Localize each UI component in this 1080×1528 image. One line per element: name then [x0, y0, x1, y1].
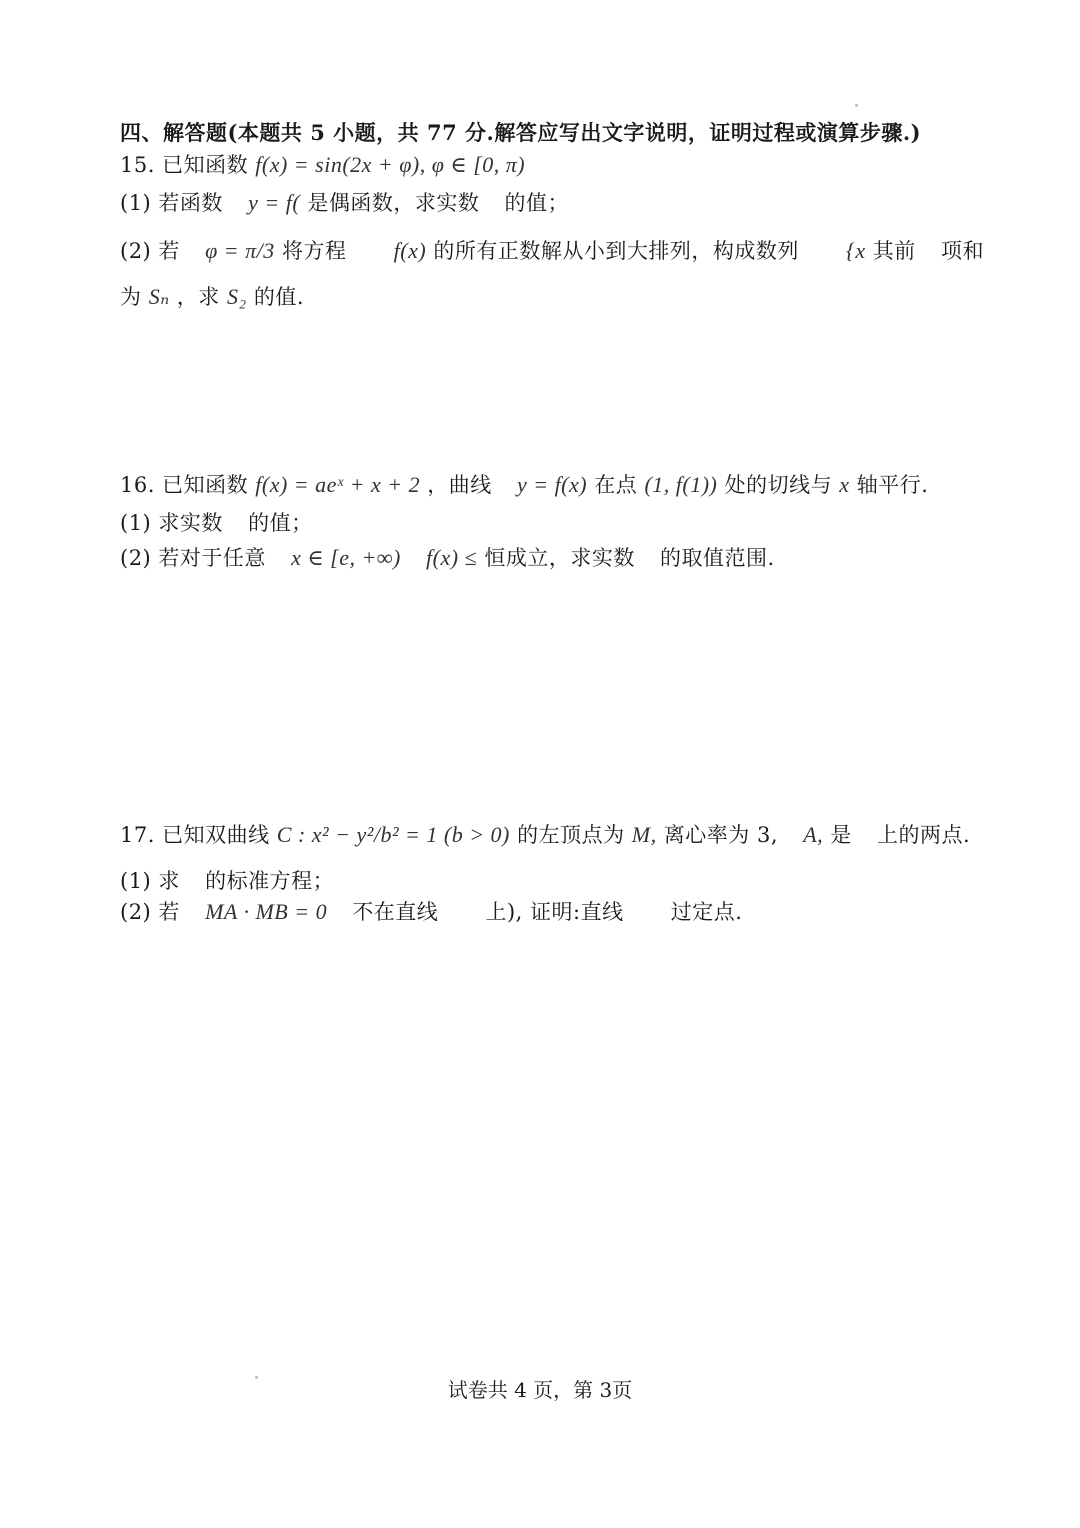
scan-speck — [255, 1376, 258, 1379]
q15-stem-math: f(x) = sin(2x + φ), φ ∈ [0, π) — [255, 152, 526, 177]
q17-p1-prefix: (1) 求 — [120, 869, 180, 893]
q16-stem-math4: x — [839, 472, 850, 497]
q15-p1-end: 的值； — [504, 191, 570, 215]
q15-p2-math3: {x — [846, 238, 866, 263]
q16-stem-math3: (1, f(1)) — [644, 472, 718, 497]
scan-speck — [855, 104, 858, 107]
q16-stem-text: 在点 — [594, 473, 638, 497]
q17-p2-text3: 证明:直线 — [530, 900, 624, 924]
q17-p2-math: MA · MB = 0 — [205, 899, 328, 924]
q15-p2-line2-mid: ，求 — [176, 285, 220, 309]
q17-stem-text: 的左顶点为 — [517, 823, 625, 847]
q17-stem-math3: A, — [803, 822, 824, 847]
q15-stem — [120, 150, 525, 180]
q16-part1 — [120, 508, 313, 538]
q15-p2-line2-prefix: 为 — [120, 285, 142, 309]
q16-stem-text2: 处的切线与 — [724, 473, 833, 497]
q17-stem-text3: 是 — [830, 823, 852, 847]
q16-p2-prefix: (2) 若对于任意 — [120, 546, 266, 570]
q15-part1 — [120, 188, 569, 218]
q16-stem-end: 轴平行. — [856, 473, 929, 497]
q17-p2-end: 过定点. — [670, 900, 743, 924]
q15-p2-prefix: (2) 若 — [120, 239, 180, 263]
page-footer: 试卷共 4 页，第 3页 — [447, 1378, 633, 1402]
q17-stem-math: C : x² − y²/b² = 1 (b > 0) — [276, 822, 510, 847]
q15-part2-line2 — [120, 282, 304, 312]
q16-stem-prefix: 16. 已知函数 — [120, 473, 249, 497]
q17-part1 — [120, 866, 334, 896]
section-header: 四、解答题(本题共 5 小题，共 77 分.解答应写出文字说明，证明过程或演算步骤.) — [120, 120, 922, 145]
q17-part2 — [120, 897, 742, 927]
q17-stem-text2: 离心率为 3, — [663, 823, 778, 847]
q17-p2-text2: 上), — [485, 900, 523, 924]
q17-p1-end: 的标准方程； — [205, 869, 335, 893]
q16-p2-math: x ∈ [e, +∞) — [291, 545, 401, 570]
q15-p2-math5: S₂ — [226, 284, 247, 309]
q16-stem-math: f(x) = aeˣ + x + 2 — [255, 472, 421, 497]
q16-p1-prefix: (1) 求实数 — [120, 511, 223, 535]
q16-p2-text: 恒成立，求实数 — [484, 546, 635, 570]
q15-p2-text: 的所有正数解从小到大排列，构成数列 — [433, 239, 799, 263]
q16-stem — [120, 470, 928, 500]
q17-p2-text: 不在直线 — [352, 900, 439, 924]
q17-stem-math2: M, — [631, 822, 657, 847]
q16-p2-end: 的取值范围. — [660, 546, 775, 570]
q15-stem-prefix: 15. 已知函数 — [120, 153, 249, 177]
q15-p2-math: φ = π/3 — [205, 238, 275, 263]
q15-part2 — [120, 236, 984, 266]
q15-p1-suffix: 是偶函数，求实数 — [307, 191, 480, 215]
q16-stem-mid: ，曲线 — [427, 473, 492, 497]
q15-p1-prefix: (1) 若函数 — [120, 191, 223, 215]
q17-stem-prefix: 17. 已知双曲线 — [120, 823, 270, 847]
q15-p2-text2: 其前 — [872, 239, 916, 263]
q17-p2-prefix: (2) 若 — [120, 900, 180, 924]
q15-p1-math: y = f( — [248, 190, 301, 215]
q15-p2-math4: Sₙ — [148, 284, 170, 309]
q15-p2-math2: f(x) — [393, 238, 427, 263]
q15-p2-line2-end: 的值. — [253, 285, 305, 309]
q16-p2-math2: f(x) ≤ — [426, 545, 478, 570]
q15-p2-mid: 将方程 — [281, 239, 347, 263]
q16-stem-math2: y = f(x) — [516, 472, 588, 497]
q15-p2-text3: 项和 — [940, 239, 984, 263]
q17-stem — [120, 820, 970, 850]
q17-stem-text4: 上的两点. — [877, 823, 971, 847]
q16-part2 — [120, 543, 775, 573]
q16-p1-end: 的值； — [248, 511, 313, 535]
